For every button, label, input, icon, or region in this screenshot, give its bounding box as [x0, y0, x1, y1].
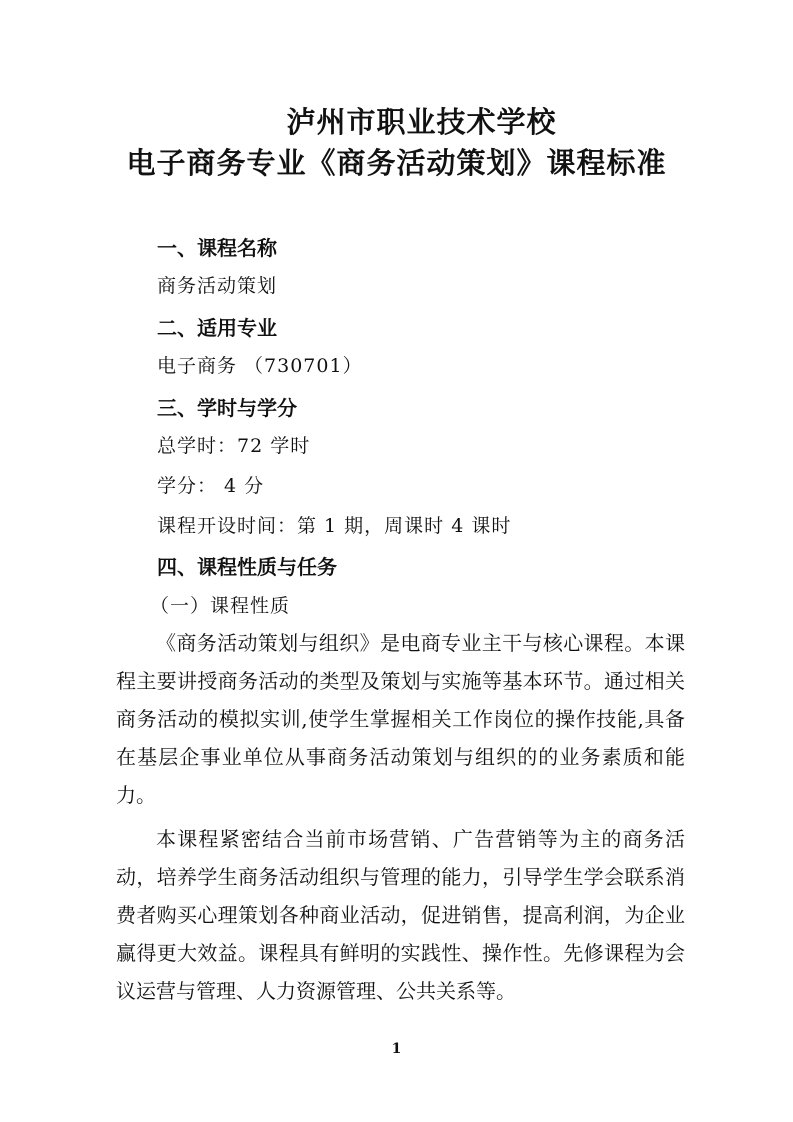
course-name-value: 商务活动策划	[157, 275, 278, 297]
paragraph-course-nature-2: 本课程紧密结合当前市场营销、广告营销等为主的商务活动，培养学生商务活动组织与管理的能力，引导学生学会联系消费者购买心理策划各种商业活动，促进销售，提高利润，为企业赢得更大效益。课程具有鲜明的实践性、操作性。先修课程为会议运营与管理、人力资源管理、公共关系等。	[116, 827, 685, 1003]
section-heading-major: 二、适用专业	[157, 316, 277, 340]
subheading-course-nature: （一）课程性质	[150, 595, 291, 617]
document-title-school: 泸州市职业技术学校	[286, 105, 557, 139]
credits-text: 学分： 4 分	[157, 475, 265, 497]
schedule-text: 课程开设时间：第 1 期，周课时 4 课时	[157, 515, 512, 537]
section-heading-course-name: 一、课程名称	[157, 236, 277, 260]
paragraph-course-nature-1: 《商务活动策划与组织》是电商专业主干与核心课程。本课程主要讲授商务活动的类型及策划与实施等基本环节。通过相关商务活动的模拟实训,使学生掌握相关工作岗位的操作技能,具备在基层企事业单位从事商务活动策划与组织的的业务素质和能力。	[116, 631, 685, 807]
document-title-course: 电子商务专业《商务活动策划》课程标准	[126, 146, 667, 180]
section-heading-hours: 三、学时与学分	[157, 396, 297, 420]
total-hours-text: 总学时：72 学时	[157, 435, 311, 457]
major-value: 电子商务 （730701）	[157, 355, 363, 377]
section-heading-nature: 四、课程性质与任务	[157, 555, 337, 579]
page-number: 1	[391, 1041, 402, 1057]
